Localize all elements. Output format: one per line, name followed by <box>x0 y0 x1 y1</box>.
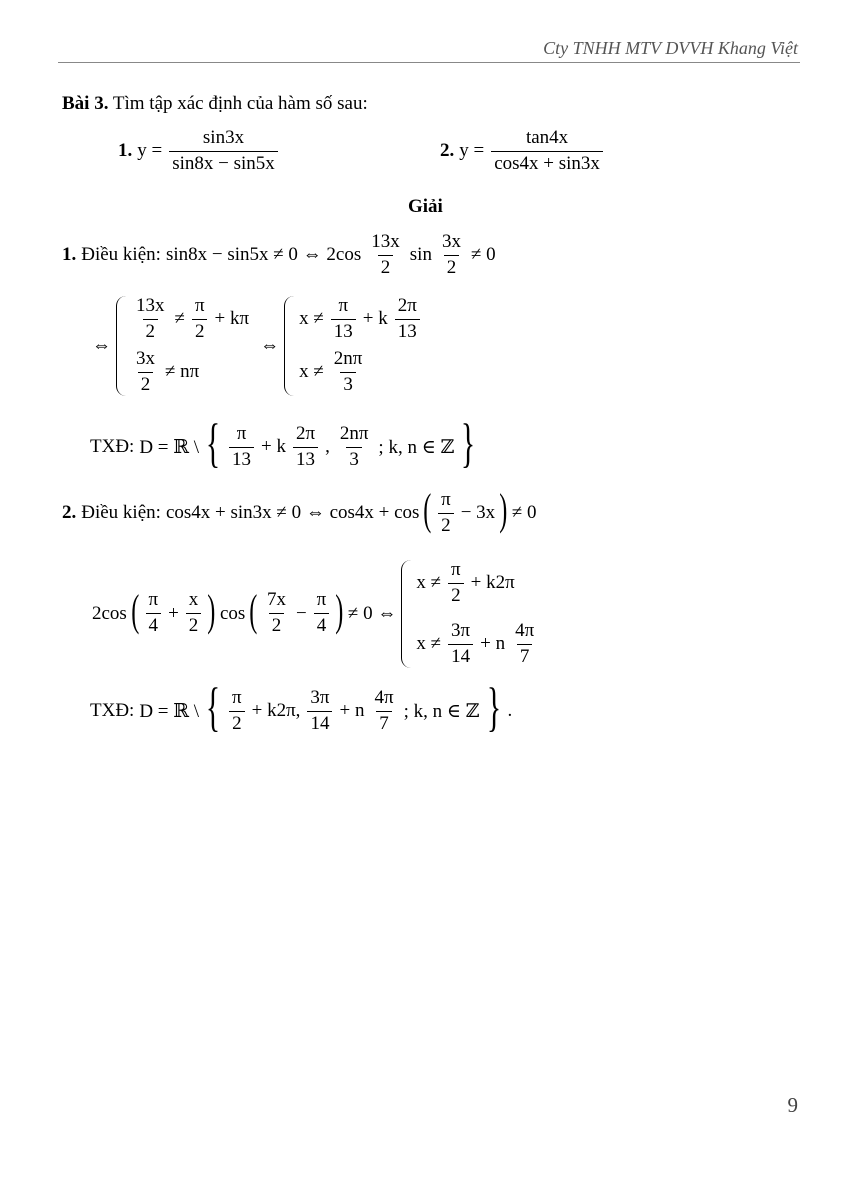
cos-text: cos <box>219 602 246 624</box>
system-2 <box>284 296 422 396</box>
solution-title: Giải <box>408 196 443 217</box>
denominator: 7 <box>517 644 533 668</box>
numerator: 2π <box>397 295 417 316</box>
row-head: x ≠ <box>299 361 324 383</box>
ne-zero: ≠ 0 <box>470 244 496 266</box>
lead-2cos: 2cos <box>92 602 127 624</box>
numerator: π <box>194 295 205 316</box>
condition-expr: sin8x − sin5x ≠ 0 ⇔ 2cos <box>165 244 362 266</box>
left-brace: { <box>205 413 221 473</box>
problem-item-2 <box>440 128 605 175</box>
numerator: π <box>316 589 327 611</box>
part2-domain <box>90 677 513 738</box>
system-row <box>299 296 422 343</box>
problem-label: Bài 3. <box>62 93 109 114</box>
right-brace: } <box>461 413 476 473</box>
denominator: 2 <box>143 319 159 343</box>
left-paren: ( <box>249 585 258 635</box>
condition-expr: cos4x + sin3x ≠ 0 ⇔ cos4x + cos <box>165 502 420 524</box>
equiv-symbol: ⇔ <box>260 334 280 356</box>
numerator: 4π <box>374 686 394 708</box>
numerator: π <box>451 559 461 580</box>
problem-prompt: Tìm tập xác định của hàm số sau: <box>112 93 368 114</box>
denominator: 13 <box>395 319 420 343</box>
right-paren: ) <box>335 585 344 635</box>
part-number: 2. <box>62 502 77 524</box>
numerator: 2nπ <box>333 347 363 369</box>
denominator: 2 <box>448 583 464 607</box>
numerator: π <box>148 589 159 611</box>
numerator: 2nπ <box>339 422 369 444</box>
denominator: 2 <box>229 711 245 735</box>
denominator: 7 <box>376 711 392 735</box>
row-mid: + k <box>362 308 388 330</box>
numerator: π <box>232 686 242 708</box>
domain-plus: + k2π, <box>251 700 301 721</box>
numerator: sin3x <box>202 127 245 148</box>
row-head: x ≠ <box>416 633 442 655</box>
equiv-symbol: ⇔ <box>92 334 111 356</box>
denominator: 2 <box>138 372 154 396</box>
item-number: 2. <box>440 140 455 162</box>
denominator: 14 <box>307 711 332 735</box>
plus-sign: + <box>168 602 179 624</box>
numerator: 4π <box>515 619 535 641</box>
system-row <box>416 560 539 607</box>
item-number: 1. <box>118 140 133 162</box>
domain-mid: + n <box>339 700 365 721</box>
numerator: π <box>236 422 247 444</box>
denominator: cos4x + sin3x <box>491 151 603 175</box>
part1-condition <box>62 232 496 279</box>
system-row <box>299 349 422 396</box>
system-row <box>416 621 539 668</box>
domain-label: TXĐ: <box>90 436 135 457</box>
numerator: 13x <box>371 231 400 252</box>
row-tail: + kπ <box>214 308 250 330</box>
domain-label: TXĐ: <box>90 700 135 721</box>
domain-comma: , <box>325 436 330 457</box>
denominator: 13 <box>229 447 254 471</box>
domain-prefix: D = ℝ \ <box>139 436 200 458</box>
numerator: 3π <box>310 686 330 708</box>
row-head: x ≠ <box>416 572 442 594</box>
numerator: 3π <box>451 619 471 641</box>
ne-symbol: ≠ <box>174 308 185 330</box>
denominator: 14 <box>448 644 473 668</box>
numerator: tan4x <box>525 127 569 148</box>
left-brace: { <box>205 677 221 737</box>
numerator: π <box>441 489 451 510</box>
minus-sign: − <box>295 602 307 624</box>
condition-label: Điều kiện: <box>81 502 161 524</box>
denominator: sin8x − sin5x <box>169 151 278 175</box>
brace <box>401 560 412 668</box>
denominator: 2 <box>438 513 454 537</box>
system-row <box>131 349 249 396</box>
brace <box>116 296 127 396</box>
ne-zero-equiv: ≠ 0 ⇔ <box>347 602 397 624</box>
row-tail: + k2π <box>470 572 515 594</box>
domain-tail: ; k, n ∈ ℤ <box>403 700 480 722</box>
problem-item-1 <box>118 128 280 175</box>
system-1 <box>116 296 249 396</box>
row-head: x ≠ <box>299 308 324 330</box>
fraction <box>169 128 278 175</box>
part2-transform <box>92 560 539 668</box>
part1-systems <box>92 296 422 396</box>
sin-text: sin <box>409 244 432 266</box>
numerator: 7x <box>266 589 286 611</box>
header-rule <box>58 62 800 63</box>
fraction <box>368 232 403 279</box>
numerator: 13x <box>136 295 165 316</box>
running-header: Cty TNHH MTV DVVH Khang Việt <box>543 38 798 58</box>
numerator: 3x <box>441 231 461 252</box>
denominator: 3 <box>340 372 356 396</box>
minus-3x: − 3x <box>460 502 496 524</box>
denominator: 13 <box>331 319 356 343</box>
item-lhs: y = <box>459 140 485 162</box>
numerator: π <box>338 295 349 316</box>
system-3 <box>401 560 539 668</box>
system-row <box>131 296 249 343</box>
denominator: 2 <box>269 613 285 637</box>
numerator: x <box>188 589 199 611</box>
denominator: 2 <box>186 613 202 637</box>
condition-label: Điều kiện: <box>81 244 161 266</box>
right-paren: ) <box>207 585 216 635</box>
left-paren: ( <box>423 485 432 535</box>
part1-domain <box>90 413 477 474</box>
numerator: 2π <box>295 422 316 444</box>
right-brace: } <box>486 677 501 737</box>
part-number: 1. <box>62 244 77 266</box>
ne-zero: ≠ 0 <box>511 502 537 524</box>
brace <box>284 296 295 396</box>
item-lhs: y = <box>137 140 163 162</box>
denominator: 2 <box>192 319 208 343</box>
fraction <box>439 232 464 279</box>
denominator: 2 <box>444 255 460 279</box>
part2-condition <box>62 485 537 537</box>
problem-statement <box>62 93 368 115</box>
page-number: 9 <box>787 1093 798 1117</box>
domain-plus: + k <box>261 436 286 457</box>
denominator: 2 <box>378 255 394 279</box>
denominator: 4 <box>146 613 162 637</box>
domain-end: . <box>507 700 513 721</box>
denominator: 4 <box>314 613 330 637</box>
row-tail: ≠ nπ <box>165 361 200 383</box>
denominator: 13 <box>293 447 318 471</box>
denominator: 3 <box>346 447 362 471</box>
right-paren: ) <box>499 485 508 535</box>
left-paren: ( <box>131 585 140 635</box>
numerator: 3x <box>136 347 155 369</box>
domain-tail: ; k, n ∈ ℤ <box>378 436 455 458</box>
domain-prefix: D = ℝ \ <box>139 700 200 722</box>
row-mid: + n <box>480 633 506 655</box>
fraction <box>491 128 603 175</box>
